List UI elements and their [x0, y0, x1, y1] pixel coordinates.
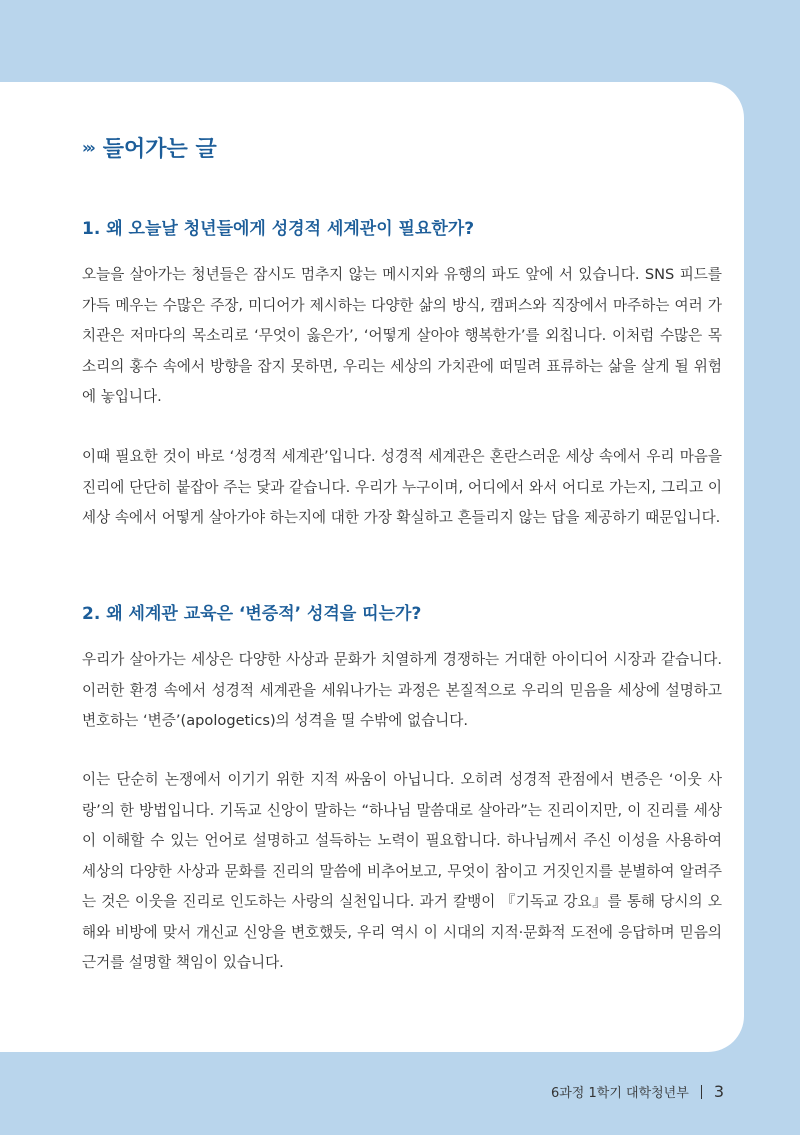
- section-title-2: 2. 왜 세계관 교육은 ‘변증적’ 성격을 띠는가?: [82, 604, 422, 624]
- chevron-right-icon: ›››: [82, 138, 93, 157]
- section-1-paragraph-2: 이때 필요한 것이 바로 ‘성경적 세계관’입니다. 성경적 세계관은 혼란스러운 세상 속에서 우리 마음을 진리에 단단히 붙잡아 주는 닻과 같습니다. 우리가 누구이며, 어디에서 와서 어디로 가는지, 그리고 이 세상 속에서 어떻게 살아가야 하는지에 대한 가장 확실하고 흔들리지 않는 답을 제공하기 때문입니다.: [82, 448, 722, 526]
- page-title: [82, 132, 217, 163]
- page-title-text: 들어가는 글: [102, 137, 217, 162]
- page-number: 3: [713, 1082, 724, 1101]
- section-2-paragraph-1: 우리가 살아가는 세상은 다양한 사상과 문화가 치열하게 경쟁하는 거대한 아이디어 시장과 같습니다. 이러한 환경 속에서 성경적 세계관을 세워나가는 과정은 본질적으로 우리의 믿음을 세상에 설명하고 변호하는 ‘변증’(apologetics)의 성격을 띨 수밖에 없습니다.: [82, 651, 722, 729]
- top-band: [0, 0, 800, 82]
- section-title-1: 1. 왜 오늘날 청년들에게 성경적 세계관이 필요한가?: [82, 219, 475, 239]
- footer-divider: [701, 1085, 702, 1099]
- right-band: [744, 82, 800, 1082]
- page-footer: [551, 1082, 724, 1101]
- footer-label: 6과정 1학기 대학청년부: [550, 1086, 689, 1101]
- section-2-paragraph-2: 이는 단순히 논쟁에서 이기기 위한 지적 싸움이 아닙니다. 오히려 성경적 관점에서 변증은 ‘이웃 사랑’의 한 방법입니다. 기독교 신앙이 말하는 “하나님 말씀대로 살아라”는 진리이지만, 이 진리를 세상이 이해할 수 있는 언어로 설명하고 설득하는 노력이 필요합니다. 하나님께서 주신 이성을 사용하여 세상의 다양한 사상과 문화를 진리의 말씀에 비추어보고, 무엇이 참이고 거짓인지를 분별하여 알려주는 것은 이웃을 진리로 인도하는 사랑의 실천입니다. 과거 칼뱅이 『기독교 강요』를 통해 당시의 오해와 비방에 맞서 개신교 신앙을 변호했듯, 우리 역시 이 시대의 지적·문화적 도전에 응답하며 믿음의 근거를 설명할 책임이 있습니다.: [82, 771, 722, 971]
- section-1-paragraph-1: 오늘을 살아가는 청년들은 잠시도 멈추지 않는 메시지와 유행의 파도 앞에 서 있습니다. SNS 피드를 가득 메우는 수많은 주장, 미디어가 제시하는 다양한 삶의 방식, 캠퍼스와 직장에서 마주하는 여러 가치관은 저마다의 목소리로 ‘무엇이 옳은가’, ‘어떻게 살아야 행복한가’를 외칩니다. 이처럼 수많은 목소리의 홍수 속에서 방향을 잡지 못하면, 우리는 세상의 가치관에 떠밀려 표류하는 삶을 살게 될 위험에 놓입니다.: [82, 266, 722, 405]
